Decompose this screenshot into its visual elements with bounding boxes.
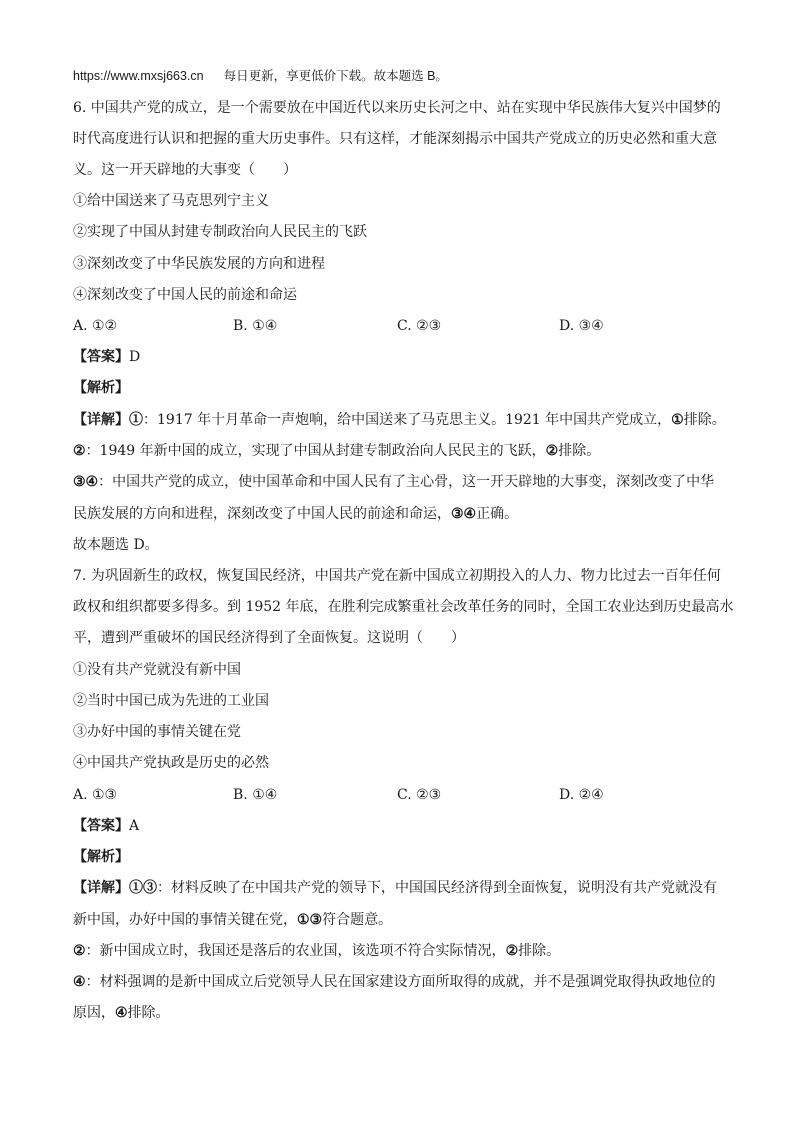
answer-value: A [129, 818, 140, 834]
answer-value: D [129, 349, 141, 365]
q6-option-d: D. ③④ [559, 318, 604, 334]
q6-detail-line-3 [73, 472, 734, 492]
q7-detail-line-2 [73, 910, 734, 930]
q6-conclusion: 故本题选 D。 [73, 537, 159, 553]
detail-label: 【详解】 [73, 880, 129, 896]
choice-ref: ② [73, 443, 86, 459]
source-url: https://www.mxsj663.cn [73, 69, 204, 83]
q6-option-b: B. ①④ [233, 318, 278, 334]
detail-text: ：材料反映了在中国共产党的领导下，中国国民经济得到全面恢复，说明没有共产党就没有 [157, 880, 717, 896]
q6-stem-line-1: 6. 中国共产党的成立，是一个需要放在中国近代以来历史长河之中、站在实现中华民族伟大复兴中国梦的 [73, 100, 721, 116]
choice-ref: ④ [115, 1005, 128, 1021]
analysis-label: 【解析】 [73, 849, 129, 865]
detail-text: 符合题意。 [322, 912, 393, 928]
choice-ref: ③④ [73, 474, 99, 490]
q7-option-b: B. ①④ [233, 787, 278, 803]
q7-detail-line-3 [73, 941, 734, 961]
choice-ref: ①③ [297, 912, 323, 928]
q6-stem-line-3: 义。这一开天辟地的大事变（ ） [73, 162, 297, 178]
detail-text: 民族发展的方向和进程，深刻改变了中国人民的前途和命运， [73, 506, 451, 522]
choice-ref: ④ [73, 974, 86, 990]
q7-item-4: ④中国共产党执政是历史的必然 [73, 755, 269, 771]
q6-option-c: C. ②③ [397, 318, 442, 334]
q7-option-a: A. ①③ [73, 787, 118, 803]
detail-text: ：1949 年新中国的成立，实现了中国从封建专制政治向人民民主的飞跃， [85, 443, 546, 459]
q7-option-c: C. ②③ [397, 787, 442, 803]
q7-detail-line-5 [73, 1003, 734, 1023]
q6-detail-line-2 [73, 441, 734, 461]
q6-stem-line-2: 时代高度进行认识和把握的重大历史事件。只有这样，才能深刻揭示中国共产党成立的历史必然和重大意 [73, 131, 717, 147]
choice-ref: ③④ [451, 506, 477, 522]
q7-option-d: D. ②④ [559, 787, 604, 803]
detail-text: 排除。 [518, 943, 561, 959]
q7-stem-line-2: 政权和组织都要多得多。到 1952 年底，在胜利完成繁重社会改革任务的同时，全国工农业达到历史最高水 [73, 599, 734, 615]
q7-options [73, 785, 734, 805]
choice-ref: ① [129, 412, 143, 428]
detail-text: 排除。 [683, 412, 726, 428]
choice-ref: ② [545, 443, 559, 459]
q6-detail-line-4 [73, 504, 734, 524]
q7-answer [73, 816, 734, 836]
analysis-label: 【解析】 [73, 380, 129, 396]
q7-analysis-label [73, 847, 734, 867]
q6-answer [73, 347, 734, 367]
detail-text: 正确。 [476, 506, 519, 522]
choice-ref: ② [73, 943, 86, 959]
q7-detail-line-1 [73, 878, 734, 898]
source-line [73, 66, 734, 86]
choice-ref: ② [505, 943, 519, 959]
q7-stem-line-3: 平，遭到严重破坏的国民经济得到了全面恢复。这说明（ ） [73, 630, 465, 646]
answer-label: 【答案】 [73, 818, 129, 834]
q6-option-a: A. ①② [73, 318, 118, 334]
detail-label: 【详解】 [73, 412, 129, 428]
choice-ref: ① [671, 412, 684, 428]
choice-ref: ①③ [129, 880, 157, 896]
q6-item-1: ①给中国送来了马克思列宁主义 [73, 193, 269, 209]
detail-text: 排除。 [558, 443, 601, 459]
q7-item-3: ③办好中国的事情关键在党 [73, 724, 241, 740]
q6-detail-line-1 [73, 410, 734, 430]
q7-item-1: ①没有共产党就没有新中国 [73, 662, 241, 678]
q6-item-2: ②实现了中国从封建专制政治向人民民主的飞跃 [73, 224, 367, 240]
q6-options [73, 316, 734, 336]
detail-text: ：中国共产党的成立，使中国革命和中国人民有了主心骨，这一开天辟地的大事变，深刻改变了中华 [98, 474, 715, 490]
q6-analysis-label [73, 378, 734, 398]
detail-text: 原因， [73, 1005, 115, 1021]
q6-item-4: ④深刻改变了中国人民的前途和命运 [73, 287, 297, 303]
q7-item-2: ②当时中国已成为先进的工业国 [73, 693, 269, 709]
detail-text: 排除。 [127, 1005, 170, 1021]
detail-text: ：材料强调的是新中国成立后党领导人民在国家建设方面所取得的成就，并不是强调党取得执政地位的 [85, 974, 716, 990]
source-note: 每日更新，享更低价下载。故本题选 B。 [223, 69, 448, 83]
detail-text: 新中国，办好中国的事情关键在党， [73, 912, 297, 928]
detail-text: ：新中国成立时，我国还是落后的农业国，该选项不符合实际情况， [85, 943, 506, 959]
answer-label: 【答案】 [73, 349, 129, 365]
q6-item-3: ③深刻改变了中华民族发展的方向和进程 [73, 256, 325, 272]
detail-text: ：1917 年十月革命一声炮响，给中国送来了马克思主义。1921 年中国共产党成立， [143, 412, 672, 428]
q7-detail-line-4 [73, 972, 734, 992]
q7-stem-line-1: 7. 为巩固新生的政权，恢复国民经济，中国共产党在新中国成立初期投入的人力、物力比过去一百年任何 [73, 568, 721, 584]
